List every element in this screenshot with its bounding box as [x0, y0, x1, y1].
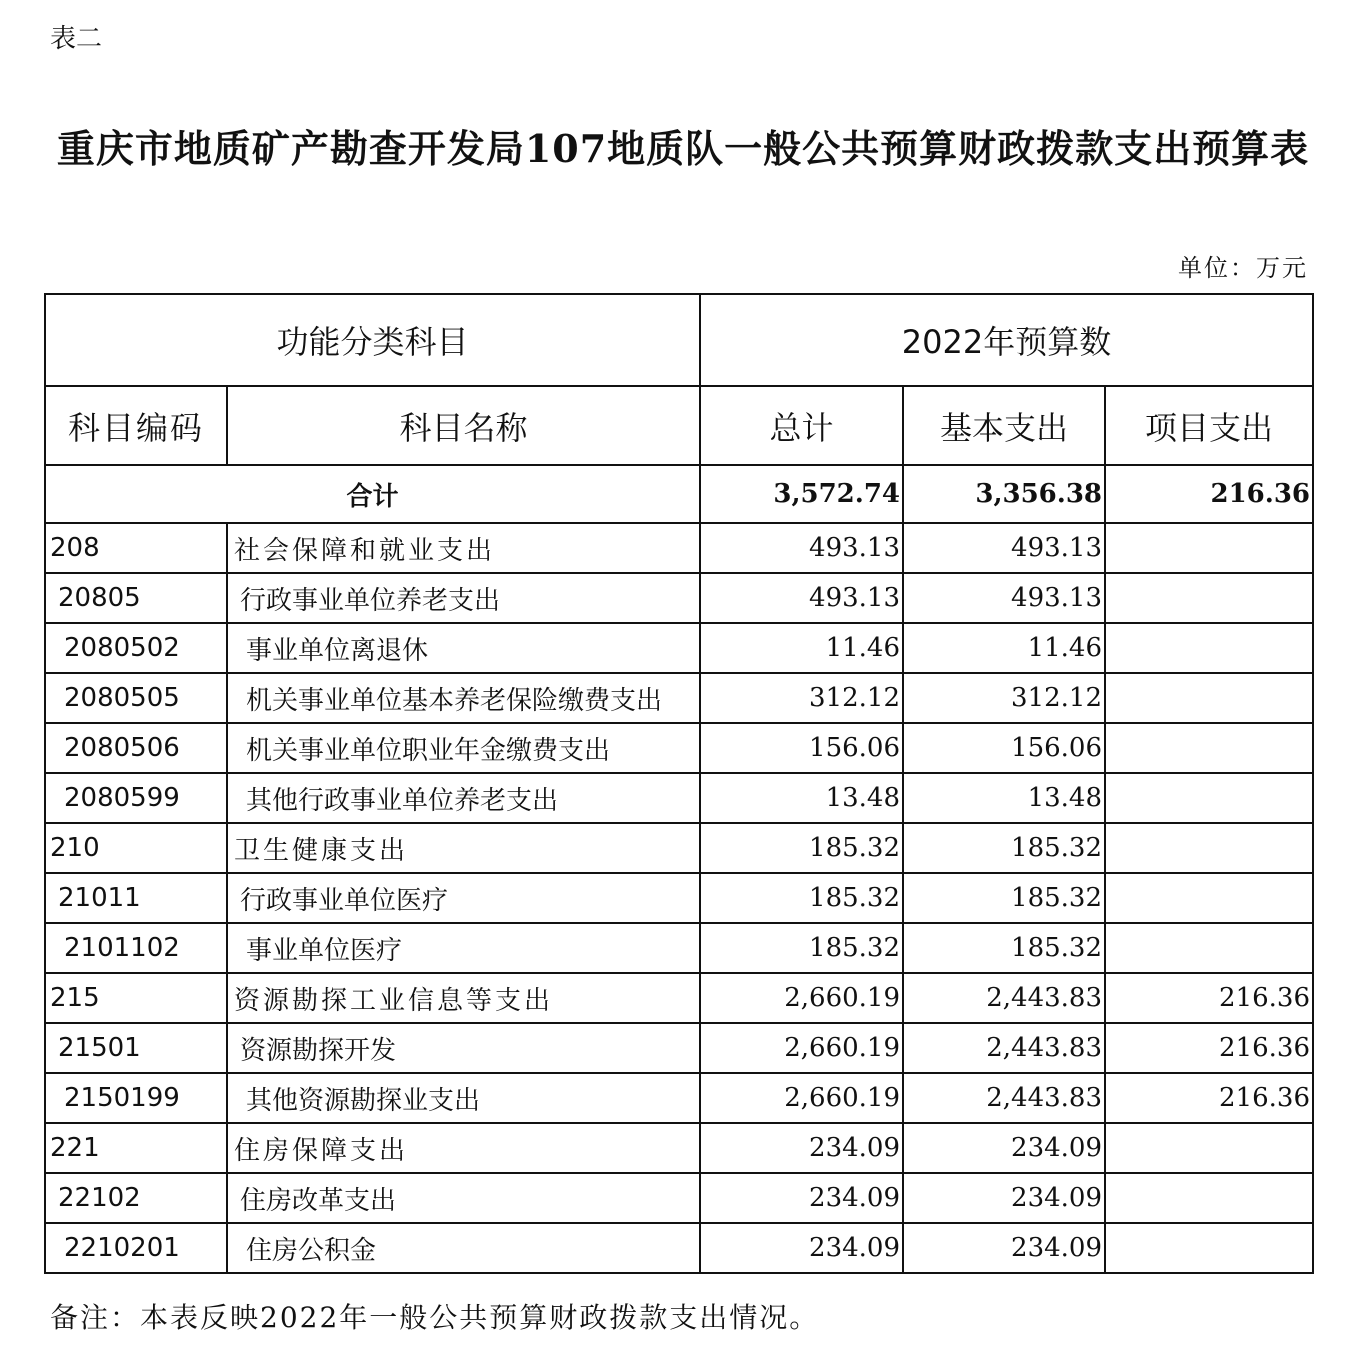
- subject-code-cell: 22102: [45, 1173, 227, 1223]
- total-cell: 312.12: [700, 673, 903, 723]
- unit-label: 单位：万元: [1178, 254, 1308, 282]
- table-row: [45, 923, 1313, 973]
- table-row: [45, 873, 1313, 923]
- header-row-group: [45, 294, 1313, 386]
- total-cell: 185.32: [700, 923, 903, 973]
- subject-name-cell: 事业单位离退休: [227, 623, 700, 673]
- table-row: [45, 573, 1313, 623]
- subject-name-cell: 其他资源勘探业支出: [227, 1073, 700, 1123]
- subject-name-cell: 资源勘探工业信息等支出: [227, 973, 700, 1023]
- subject-code-cell: 2080502: [45, 623, 227, 673]
- subject-name-cell: 机关事业单位基本养老保险缴费支出: [227, 673, 700, 723]
- subject-code-cell: 221: [45, 1123, 227, 1173]
- subject-code-cell: 2101102: [45, 923, 227, 973]
- basic-cell: 312.12: [903, 673, 1105, 723]
- project-cell: [1105, 1123, 1313, 1173]
- table-row: [45, 1223, 1313, 1273]
- header-project-expenditure: 项目支出: [1105, 386, 1313, 465]
- table-row: [45, 973, 1313, 1023]
- project-cell: [1105, 1173, 1313, 1223]
- table-row: [45, 723, 1313, 773]
- page-title: 重庆市地质矿产勘查开发局107地质队一般公共预算财政拨款支出预算表: [56, 126, 1310, 171]
- total-cell: 234.09: [700, 1123, 903, 1173]
- total-row: [45, 465, 1313, 523]
- project-cell: [1105, 923, 1313, 973]
- basic-cell: 234.09: [903, 1223, 1105, 1273]
- total-cell: 185.32: [700, 873, 903, 923]
- table-row: [45, 623, 1313, 673]
- subject-code-cell: 2210201: [45, 1223, 227, 1273]
- basic-cell: 234.09: [903, 1123, 1105, 1173]
- basic-cell: 493.13: [903, 523, 1105, 573]
- subject-name-cell: 机关事业单位职业年金缴费支出: [227, 723, 700, 773]
- project-cell: [1105, 523, 1313, 573]
- project-cell: 216.36: [1105, 1023, 1313, 1073]
- basic-cell: 2,443.83: [903, 1073, 1105, 1123]
- subject-code-cell: 210: [45, 823, 227, 873]
- subject-name-cell: 事业单位医疗: [227, 923, 700, 973]
- total-label: 合计: [45, 465, 700, 523]
- subject-code-cell: 208: [45, 523, 227, 573]
- header-subject-code: 科目编码: [45, 386, 227, 465]
- table-row: [45, 673, 1313, 723]
- header-function-category: 功能分类科目: [45, 294, 700, 386]
- subject-code-cell: 2150199: [45, 1073, 227, 1123]
- total-cell: 493.13: [700, 523, 903, 573]
- basic-cell: 2,443.83: [903, 973, 1105, 1023]
- subject-code-cell: 21501: [45, 1023, 227, 1073]
- header-basic-expenditure: 基本支出: [903, 386, 1105, 465]
- subject-name-cell: 住房改革支出: [227, 1173, 700, 1223]
- total-cell: 156.06: [700, 723, 903, 773]
- total-basic: 3,356.38: [903, 465, 1105, 523]
- header-total: 总计: [700, 386, 903, 465]
- subject-name-cell: 卫生健康支出: [227, 823, 700, 873]
- subject-code-cell: 2080505: [45, 673, 227, 723]
- total-project: 216.36: [1105, 465, 1313, 523]
- budget-table: [44, 293, 1314, 1274]
- basic-cell: 234.09: [903, 1173, 1105, 1223]
- header-budget-year: 2022年预算数: [700, 294, 1313, 386]
- table-row: [45, 1073, 1313, 1123]
- basic-cell: 185.32: [903, 923, 1105, 973]
- subject-name-cell: 住房保障支出: [227, 1123, 700, 1173]
- project-cell: [1105, 623, 1313, 673]
- total-cell: 2,660.19: [700, 973, 903, 1023]
- header-subject-name: 科目名称: [227, 386, 700, 465]
- project-cell: [1105, 823, 1313, 873]
- subject-code-cell: 2080599: [45, 773, 227, 823]
- project-cell: [1105, 773, 1313, 823]
- basic-cell: 185.32: [903, 823, 1105, 873]
- table-row: [45, 1123, 1313, 1173]
- basic-cell: 11.46: [903, 623, 1105, 673]
- project-cell: [1105, 873, 1313, 923]
- table-row: [45, 823, 1313, 873]
- project-cell: 216.36: [1105, 1073, 1313, 1123]
- subject-name-cell: 社会保障和就业支出: [227, 523, 700, 573]
- header-row-columns: [45, 386, 1313, 465]
- total-cell: 234.09: [700, 1173, 903, 1223]
- subject-name-cell: 其他行政事业单位养老支出: [227, 773, 700, 823]
- subject-code-cell: 2080506: [45, 723, 227, 773]
- basic-cell: 493.13: [903, 573, 1105, 623]
- basic-cell: 156.06: [903, 723, 1105, 773]
- subject-code-cell: 215: [45, 973, 227, 1023]
- table-number-label: 表二: [50, 24, 103, 54]
- project-cell: [1105, 723, 1313, 773]
- total-cell: 2,660.19: [700, 1023, 903, 1073]
- project-cell: [1105, 673, 1313, 723]
- project-cell: 216.36: [1105, 973, 1313, 1023]
- subject-code-cell: 21011: [45, 873, 227, 923]
- total-amount: 3,572.74: [700, 465, 903, 523]
- total-cell: 13.48: [700, 773, 903, 823]
- total-cell: 493.13: [700, 573, 903, 623]
- total-cell: 11.46: [700, 623, 903, 673]
- subject-name-cell: 住房公积金: [227, 1223, 700, 1273]
- table-row: [45, 1173, 1313, 1223]
- basic-cell: 185.32: [903, 873, 1105, 923]
- basic-cell: 13.48: [903, 773, 1105, 823]
- total-cell: 2,660.19: [700, 1073, 903, 1123]
- basic-cell: 2,443.83: [903, 1023, 1105, 1073]
- subject-name-cell: 行政事业单位医疗: [227, 873, 700, 923]
- subject-name-cell: 行政事业单位养老支出: [227, 573, 700, 623]
- total-cell: 185.32: [700, 823, 903, 873]
- table-row: [45, 523, 1313, 573]
- total-cell: 234.09: [700, 1223, 903, 1273]
- table-row: [45, 773, 1313, 823]
- subject-name-cell: 资源勘探开发: [227, 1023, 700, 1073]
- subject-code-cell: 20805: [45, 573, 227, 623]
- table-row: [45, 1023, 1313, 1073]
- project-cell: [1105, 1223, 1313, 1273]
- footnote: 备注：本表反映2022年一般公共预算财政拨款支出情况。: [50, 1301, 820, 1334]
- project-cell: [1105, 573, 1313, 623]
